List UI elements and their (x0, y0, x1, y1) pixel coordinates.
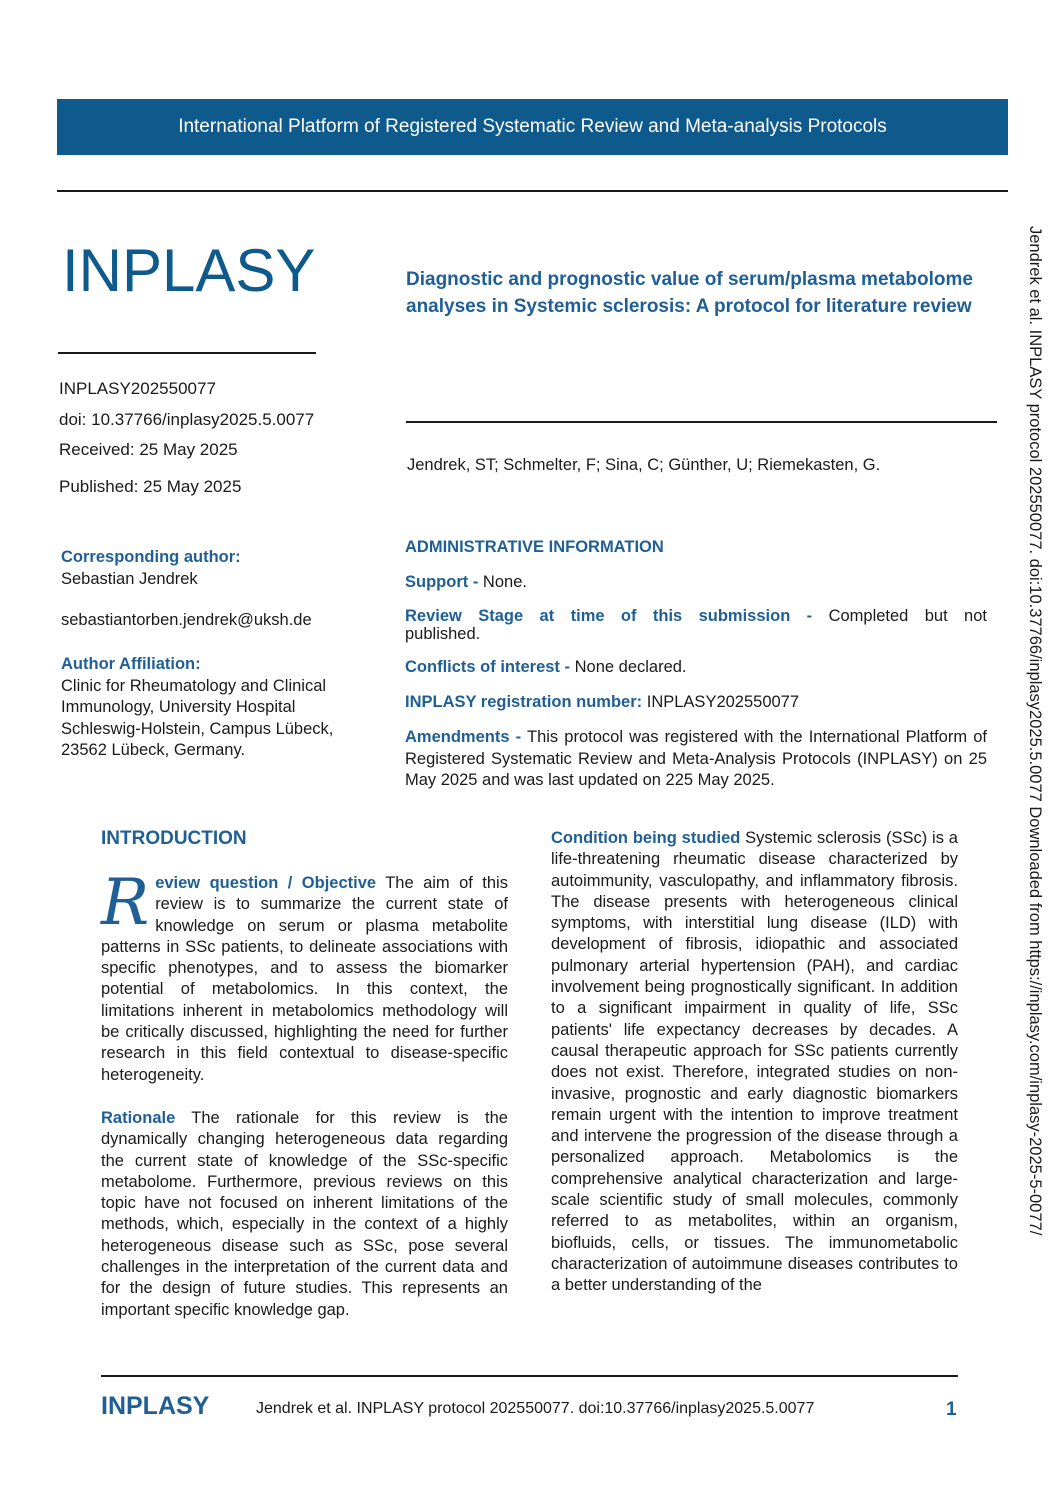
footer-logo: INPLASY (101, 1392, 210, 1420)
dropcap-letter: R (101, 866, 150, 940)
rationale-text: The rationale for this review is the dynamically changing heterogeneous data regarding the current state of knowledge of the SSc-specific metabolome. Furthermore, previous reviews on this topic have not focused on inherent limitations of the methods, which, especially in the context of a highly heterogeneous disease such as SSc, pose several challenges in the interpretation of the current data and for the design of future studies. This represents an important specific knowledge gap. (101, 1108, 508, 1319)
amend-label: Amendments - (405, 728, 522, 746)
admin-stage (405, 607, 987, 643)
admin-support (405, 573, 987, 591)
stage-label: Review Stage at time of this submission - (405, 607, 813, 625)
inplasy-logo: INPLASY (62, 237, 316, 304)
introduction-heading: INTRODUCTION (101, 828, 247, 849)
review-question-paragraph (101, 866, 508, 1086)
condition-paragraph (551, 828, 958, 1297)
admin-heading: ADMINISTRATIVE INFORMATION (405, 538, 664, 556)
page-number: 1 (946, 1399, 957, 1420)
corresponding-author (61, 547, 351, 632)
side-citation: Jendrek et al. INPLASY protocol 202550077. doi:10.37766/inplasy2025.5.0077 Downloaded from https://inplasy.com/inplasy-2025-5-0077/ (1026, 226, 1044, 1236)
support-label: Support - (405, 573, 479, 591)
author-list: Jendrek, ST; Schmelter, F; Sina, C; Günther, U; Riemekasten, G. (407, 456, 881, 474)
stage-value: Completed but not published. (405, 607, 987, 643)
regnum-value: INPLASY202550077 (646, 693, 800, 711)
regnum-label: INPLASY registration number: (405, 693, 643, 711)
corresponding-email[interactable]: sebastiantorben.jendrek@uksh.de (61, 611, 312, 629)
title-divider (406, 421, 997, 423)
conflicts-label: Conflicts of interest - (405, 658, 571, 676)
corresponding-label: Corresponding author: (61, 548, 241, 566)
footer-divider (101, 1375, 958, 1377)
conflicts-value: None declared. (574, 658, 687, 676)
rationale-paragraph (101, 1108, 508, 1321)
amend-value: This protocol was registered with the International Platform of Registered Systematic Review and Meta-Analysis Protocols (INPLASY) on 25 May 2025 and was last updated on 225 May 2025. (405, 728, 987, 789)
registration-id: INPLASY202550077 (59, 379, 216, 398)
condition-label: Condition being studied (551, 829, 741, 847)
affiliation-text: Clinic for Rheumatology and Clinical Immunology, University Hospital Schleswig-Holstein, Campus Lübeck, 23562 Lübeck, Germany. (61, 676, 334, 759)
banner-title: International Platform of Registered Systematic Review and Meta-analysis Protocols (178, 116, 887, 137)
logo-underline (58, 352, 316, 354)
admin-registration (405, 693, 987, 711)
review-question-label: eview question / Objective (155, 874, 377, 892)
affiliation-label: Author Affiliation: (61, 655, 201, 673)
received-date: Received: 25 May 2025 (59, 440, 238, 459)
rationale-label: Rationale (101, 1108, 176, 1127)
corresponding-name: Sebastian Jendrek (61, 569, 198, 588)
doi[interactable]: doi: 10.37766/inplasy2025.5.0077 (59, 410, 315, 429)
left-column (101, 866, 508, 1321)
footer-citation: Jendrek et al. INPLASY protocol 202550077. doi:10.37766/inplasy2025.5.0077 (256, 1400, 815, 1417)
review-question-text: The aim of this review is to summarize the current state of knowledge on serum or plasma metabolite patterns in SSc patients, to delineate associations with specific phenotypes, and to assess the biomarker potential of metabolomics. In this context, the limitations inherent in metabolomics methodology will be critically discussed, highlighting the need for further research in this field contextual to disease-specific heterogeneity. (101, 874, 508, 1084)
author-affiliation (61, 654, 353, 762)
support-value: None. (482, 573, 527, 591)
header-banner (57, 99, 1008, 155)
top-divider (57, 190, 1008, 192)
admin-conflicts (405, 658, 987, 676)
condition-text: Systemic sclerosis (SSc) is a life-threatening rheumatic disease characterized by autoimmunity, vasculopathy, and inflammatory fibrosis. The disease presents with heterogeneous clinical symptoms, with interstitial lung disease (ILD) with development of fibrosis, idiopathic and associated pulmonary arterial hypertension (PAH), and cardiac involvement being prognostically significant. In addition to a significant impairment in quality of life, SSc patients' life expectancy decreases by decades. A causal therapeutic approach for SSc patients currently does not exist. Therefore, integrated studies on non-invasive, prognostic and early diagnostic biomarkers remain urgent with the intention to improve treatment and intervene the progression of the disease through a personalized approach. Metabolomics is the comprehensive analytical characterization and large-scale scientific study of small molecules, commonly referred to as metabolites, within an organism, biofluids, cells, or tissues. The immunometabolic characterization of autoimmune diseases contributes to a better understanding of the (551, 829, 958, 1295)
article-title: Diagnostic and prognostic value of serum/plasma metabolome analyses in Systemic sclerosis: A protocol for literature review (406, 269, 973, 317)
right-column (551, 828, 958, 1297)
published-date: Published: 25 May 2025 (59, 477, 242, 496)
admin-amendments (405, 727, 987, 792)
